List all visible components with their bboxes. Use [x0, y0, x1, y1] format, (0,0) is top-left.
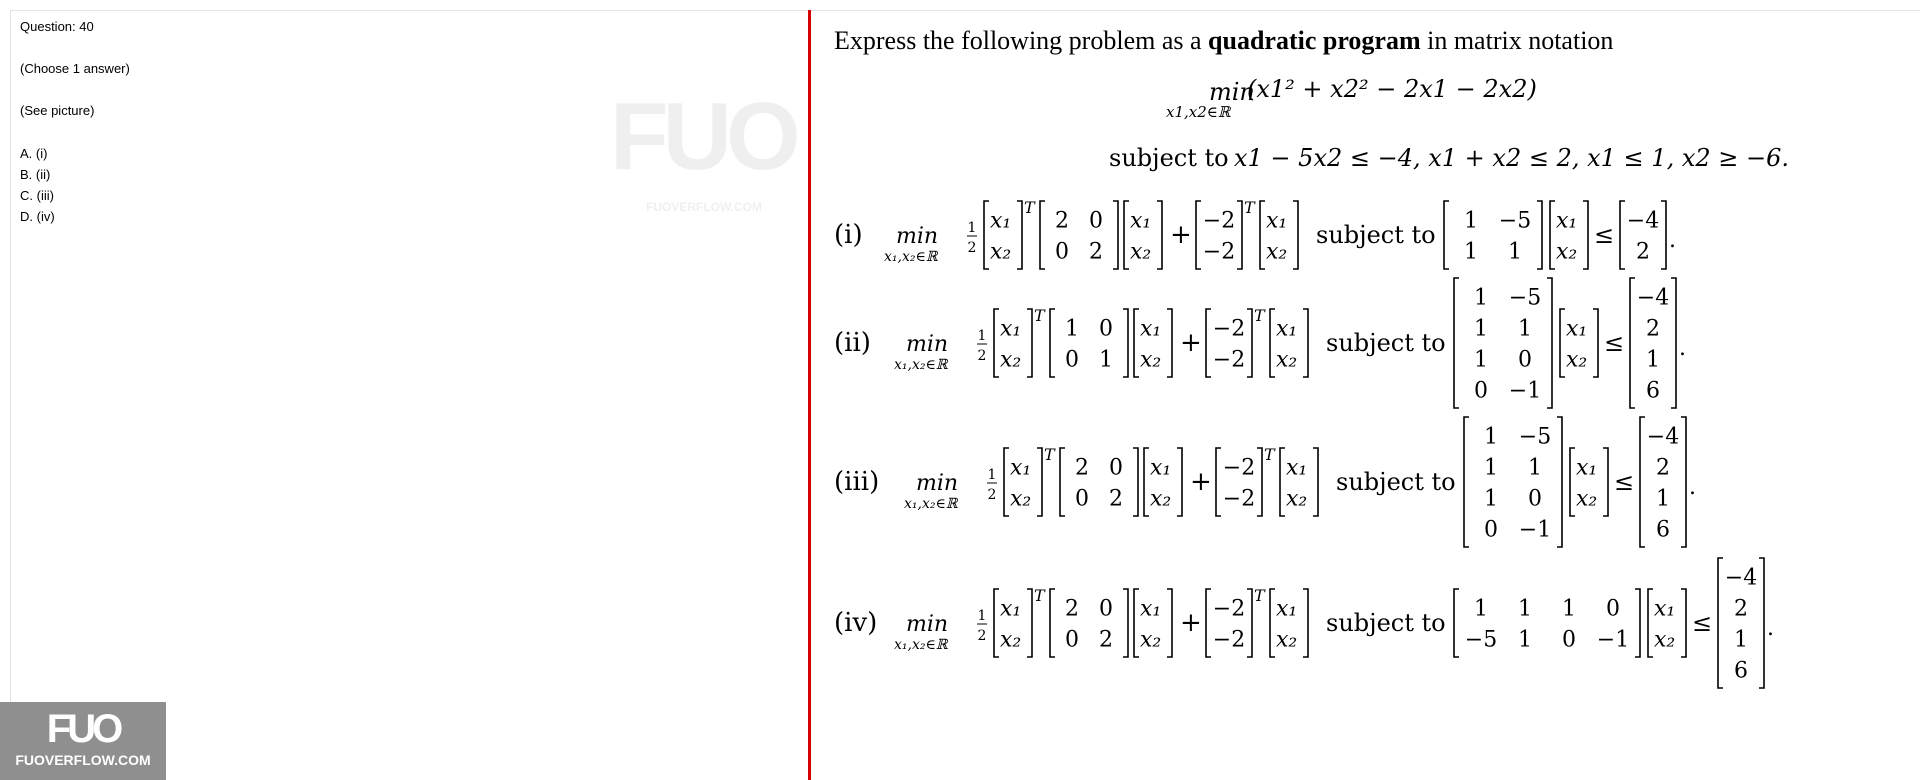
transpose-mark: T — [1024, 198, 1035, 217]
heading-tail: in matrix notation — [1420, 26, 1614, 55]
a-matrix-entry: 1 — [1484, 455, 1498, 481]
b-vector-entry: 2 — [1656, 455, 1670, 481]
x-vector-x2: x₂ — [1276, 627, 1298, 653]
period: . — [1669, 228, 1676, 253]
answer-option-b[interactable]: B. (ii) — [20, 167, 51, 182]
answer-options — [834, 198, 1774, 688]
c-vector-entry: −2 — [1212, 627, 1246, 653]
x-vector-x1: x₁ — [1556, 208, 1578, 234]
q-matrix-left-bracket — [1050, 589, 1055, 657]
x-vector-x2: x₂ — [1576, 486, 1598, 512]
c-vector-right-bracket — [1237, 201, 1242, 269]
q-matrix-right-bracket — [1133, 448, 1138, 516]
q-matrix-entry: 1 — [1099, 347, 1113, 373]
x-vector-x1: x₁ — [1286, 455, 1308, 481]
c-vector-entry: −2 — [1202, 208, 1236, 234]
x-vector-right-bracket — [1681, 589, 1686, 657]
x-vector-left-bracket — [1144, 448, 1149, 516]
a-matrix-entry: −5 — [1508, 285, 1542, 311]
x-vector-left-bracket — [1648, 589, 1653, 657]
half-denominator: 2 — [967, 240, 977, 256]
b-vector-right-bracket — [1661, 201, 1666, 269]
b-vector-entry: −4 — [1724, 565, 1758, 591]
b-vector-entry: −4 — [1626, 208, 1660, 234]
half-numerator: 1 — [977, 328, 987, 344]
option-subject-to: subject to — [1316, 221, 1436, 249]
x-vector-left-bracket — [1124, 201, 1129, 269]
q-matrix-entry: 1 — [1065, 316, 1079, 342]
leq-sign: ≤ — [1604, 329, 1625, 357]
q-matrix-left-bracket — [1050, 309, 1055, 377]
x-vector-left-bracket — [1550, 201, 1555, 269]
x-vector-x1: x₁ — [1566, 316, 1588, 342]
b-vector-entry: 6 — [1734, 658, 1748, 684]
x-vector-right-bracket — [1303, 589, 1308, 657]
x-vector-left-bracket — [1560, 309, 1565, 377]
x-vector-transposed-right-bracket — [1017, 201, 1022, 269]
x-vector-transposed-x1: x₁ — [1000, 596, 1022, 622]
x-vector-transposed-left-bracket — [984, 201, 989, 269]
a-matrix-entry: 1 — [1508, 239, 1522, 265]
b-vector-left-bracket — [1620, 201, 1625, 269]
b-vector-right-bracket — [1759, 558, 1764, 688]
q-matrix-entry: 2 — [1055, 208, 1069, 234]
q-matrix-entry: 2 — [1109, 486, 1123, 512]
option-min: min — [896, 224, 939, 249]
a-matrix-entry: 0 — [1528, 486, 1542, 512]
b-vector-right-bracket — [1681, 417, 1686, 547]
half-numerator: 1 — [987, 467, 997, 483]
see-picture-hint: (See picture) — [20, 103, 95, 118]
x-vector-right-bracket — [1303, 309, 1308, 377]
c-vector-entry: −2 — [1202, 239, 1236, 265]
q-matrix-entry: 2 — [1075, 455, 1089, 481]
transpose-mark: T — [1244, 198, 1255, 217]
q-matrix-entry: 2 — [1099, 627, 1113, 653]
a-matrix-right-bracket — [1557, 417, 1562, 547]
option-min: min — [906, 332, 949, 357]
a-matrix-entry: 1 — [1474, 316, 1488, 342]
a-matrix-right-bracket — [1635, 589, 1640, 657]
half-denominator: 2 — [977, 348, 987, 364]
x-vector-transposed-x2: x₂ — [990, 239, 1012, 265]
watermark-text: FUOVERFLOW.COM — [646, 200, 762, 214]
a-matrix-entry: −5 — [1518, 424, 1552, 450]
transpose-mark: T — [1254, 306, 1265, 325]
x-vector-right-bracket — [1593, 309, 1598, 377]
option-label: (ii) — [834, 328, 871, 358]
period: . — [1689, 475, 1696, 500]
option-min: min — [916, 471, 959, 496]
plus-sign: + — [1180, 608, 1202, 638]
x-vector-x1: x₁ — [1130, 208, 1152, 234]
x-vector-transposed-x1: x₁ — [1010, 455, 1032, 481]
a-matrix-entry: 0 — [1562, 627, 1576, 653]
footer-logo-mark: FUO — [46, 707, 120, 751]
panel-divider — [808, 10, 811, 780]
x-vector-transposed-left-bracket — [994, 309, 999, 377]
choose-hint: (Choose 1 answer) — [20, 61, 130, 76]
x-vector-left-bracket — [1134, 589, 1139, 657]
heading-bold: quadratic program — [1208, 26, 1421, 55]
option-min-subscript: x₁,x₂∈ℝ — [904, 496, 958, 512]
plus-sign: + — [1170, 220, 1192, 250]
x-vector-left-bracket — [1570, 448, 1575, 516]
c-vector-left-bracket — [1206, 309, 1211, 377]
objective-min: min — [1209, 78, 1255, 106]
heading-text: Express the following problem as a — [834, 26, 1209, 55]
q-matrix-entry: 0 — [1099, 316, 1113, 342]
x-vector-transposed-x1: x₁ — [990, 208, 1012, 234]
b-vector-entry: 2 — [1646, 316, 1660, 342]
x-vector-transposed-x2: x₂ — [1000, 347, 1022, 373]
a-matrix-left-bracket — [1444, 201, 1449, 269]
x-vector-x2: x₂ — [1140, 627, 1162, 653]
answer-option-d[interactable]: D. (iv) — [20, 209, 55, 224]
option-label: (iii) — [834, 467, 880, 497]
x-vector-transposed-left-bracket — [994, 589, 999, 657]
footer-logo — [0, 702, 166, 780]
x-vector-transposed-x2: x₂ — [1000, 627, 1022, 653]
leq-sign: ≤ — [1692, 609, 1713, 637]
c-vector-left-bracket — [1206, 589, 1211, 657]
q-matrix-entry: 0 — [1065, 627, 1079, 653]
x-vector-x2: x₂ — [1140, 347, 1162, 373]
a-matrix-entry: −1 — [1508, 378, 1542, 404]
x-vector-x1: x₁ — [1576, 455, 1598, 481]
c-vector-entry: −2 — [1222, 455, 1256, 481]
half-denominator: 2 — [987, 487, 997, 503]
a-matrix-left-bracket — [1464, 417, 1469, 547]
math-formulas — [834, 60, 1914, 700]
b-vector-entry: 1 — [1734, 627, 1748, 653]
option-min-subscript: x₁,x₂∈ℝ — [894, 357, 948, 373]
x-vector-transposed-x1: x₁ — [1000, 316, 1022, 342]
c-vector-entry: −2 — [1212, 596, 1246, 622]
b-vector-left-bracket — [1718, 558, 1723, 688]
option-subject-to: subject to — [1326, 609, 1446, 637]
x-vector-right-bracket — [1167, 589, 1172, 657]
q-matrix-entry: 2 — [1065, 596, 1079, 622]
b-vector-entry: 2 — [1636, 239, 1650, 265]
plus-sign: + — [1180, 328, 1202, 358]
watermark-logo: FUO — [610, 83, 795, 190]
b-vector-entry: −4 — [1646, 424, 1680, 450]
x-vector-x1: x₁ — [1276, 596, 1298, 622]
q-matrix-entry: 0 — [1075, 486, 1089, 512]
x-vector-x2: x₂ — [1150, 486, 1172, 512]
x-vector-right-bracket — [1603, 448, 1608, 516]
x-vector-left-bracket — [1260, 201, 1265, 269]
x-vector-x1: x₁ — [1654, 596, 1676, 622]
transpose-mark: T — [1044, 445, 1055, 464]
transpose-mark: T — [1034, 586, 1045, 605]
constraints-expression: x1 − 5x2 ≤ −4, x1 + x2 ≤ 2, x1 ≤ 1, x2 ≥ −6. — [1234, 144, 1789, 172]
plus-sign: + — [1190, 467, 1212, 497]
a-matrix-entry: −1 — [1596, 627, 1630, 653]
a-matrix-entry: 1 — [1464, 239, 1478, 265]
period: . — [1679, 336, 1686, 361]
a-matrix-entry: 0 — [1606, 596, 1620, 622]
half-numerator: 1 — [977, 608, 987, 624]
leq-sign: ≤ — [1614, 468, 1635, 496]
problem-image — [834, 0, 1914, 780]
x-vector-x1: x₁ — [1140, 596, 1162, 622]
a-matrix-entry: −5 — [1498, 208, 1532, 234]
a-matrix-entry: 0 — [1484, 517, 1498, 543]
b-vector-entry: 6 — [1646, 378, 1660, 404]
option-min: min — [906, 612, 949, 637]
a-matrix-entry: 0 — [1474, 378, 1488, 404]
b-vector-entry: 2 — [1734, 596, 1748, 622]
objective-expression: (x1² + x2² − 2x1 − 2x2) — [1247, 75, 1537, 103]
x-vector-x2: x₂ — [1556, 239, 1578, 265]
option-subject-to: subject to — [1336, 468, 1456, 496]
b-vector-left-bracket — [1630, 278, 1635, 408]
a-matrix-entry: 1 — [1484, 424, 1498, 450]
transpose-mark: T — [1264, 445, 1275, 464]
x-vector-x2: x₂ — [1276, 347, 1298, 373]
c-vector-entry: −2 — [1212, 347, 1246, 373]
leq-sign: ≤ — [1594, 221, 1615, 249]
option-label: (i) — [834, 220, 863, 250]
c-vector-entry: −2 — [1212, 316, 1246, 342]
x-vector-x2: x₂ — [1654, 627, 1676, 653]
a-matrix-entry: 1 — [1474, 596, 1488, 622]
a-matrix-entry: 1 — [1474, 285, 1488, 311]
option-subject-to: subject to — [1326, 329, 1446, 357]
question-number: Question: 40 — [20, 19, 94, 34]
x-vector-transposed-right-bracket — [1027, 589, 1032, 657]
b-vector-entry: 1 — [1646, 347, 1660, 373]
x-vector-transposed-right-bracket — [1027, 309, 1032, 377]
q-matrix-entry: 2 — [1089, 239, 1103, 265]
c-vector-left-bracket — [1196, 201, 1201, 269]
q-matrix-entry: 0 — [1065, 347, 1079, 373]
a-matrix-right-bracket — [1547, 278, 1552, 408]
x-vector-right-bracket — [1177, 448, 1182, 516]
b-vector-entry: −4 — [1636, 285, 1670, 311]
x-vector-x1: x₁ — [1276, 316, 1298, 342]
q-matrix-entry: 0 — [1099, 596, 1113, 622]
x-vector-x1: x₁ — [1140, 316, 1162, 342]
b-vector-right-bracket — [1671, 278, 1676, 408]
transpose-mark: T — [1254, 586, 1265, 605]
x-vector-left-bracket — [1270, 589, 1275, 657]
x-vector-left-bracket — [1134, 309, 1139, 377]
q-matrix-left-bracket — [1040, 201, 1045, 269]
a-matrix-entry: 1 — [1474, 347, 1488, 373]
a-matrix-entry: 1 — [1518, 596, 1532, 622]
watermark — [610, 82, 795, 214]
q-matrix-right-bracket — [1113, 201, 1118, 269]
c-vector-right-bracket — [1247, 589, 1252, 657]
answer-option-a[interactable]: A. (i) — [20, 146, 48, 161]
option-label: (iv) — [834, 608, 878, 638]
footer-logo-text: FUOVERFLOW.COM — [15, 752, 151, 768]
q-matrix-left-bracket — [1060, 448, 1065, 516]
a-matrix-entry: 1 — [1518, 316, 1532, 342]
a-matrix-entry: 1 — [1562, 596, 1576, 622]
a-matrix-entry: 1 — [1528, 455, 1542, 481]
x-vector-right-bracket — [1313, 448, 1318, 516]
c-vector-left-bracket — [1216, 448, 1221, 516]
a-matrix-left-bracket — [1454, 278, 1459, 408]
x-vector-transposed-right-bracket — [1037, 448, 1042, 516]
x-vector-left-bracket — [1270, 309, 1275, 377]
option-min-subscript: x₁,x₂∈ℝ — [894, 637, 948, 653]
x-vector-right-bracket — [1293, 201, 1298, 269]
a-matrix-entry: −5 — [1464, 627, 1498, 653]
q-matrix-entry: 0 — [1089, 208, 1103, 234]
q-matrix-entry: 0 — [1109, 455, 1123, 481]
transpose-mark: T — [1034, 306, 1045, 325]
q-matrix-right-bracket — [1123, 309, 1128, 377]
x-vector-x2: x₂ — [1266, 239, 1288, 265]
a-matrix-entry: 1 — [1464, 208, 1478, 234]
b-vector-entry: 1 — [1656, 486, 1670, 512]
option-min-subscript: x₁,x₂∈ℝ — [884, 249, 938, 265]
b-vector-left-bracket — [1640, 417, 1645, 547]
answer-option-c[interactable]: C. (iii) — [20, 188, 54, 203]
x-vector-right-bracket — [1167, 309, 1172, 377]
period: . — [1767, 616, 1774, 641]
a-matrix-entry: 1 — [1484, 486, 1498, 512]
x-vector-x1: x₁ — [1266, 208, 1288, 234]
c-vector-right-bracket — [1247, 309, 1252, 377]
b-vector-entry: 6 — [1656, 517, 1670, 543]
problem-heading — [834, 26, 1613, 56]
a-matrix-entry: 0 — [1518, 347, 1532, 373]
x-vector-transposed-left-bracket — [1004, 448, 1009, 516]
half-denominator: 2 — [977, 628, 987, 644]
objective-subscript: x1,x2∈ℝ — [1166, 103, 1231, 121]
a-matrix-right-bracket — [1537, 201, 1542, 269]
x-vector-left-bracket — [1280, 448, 1285, 516]
x-vector-right-bracket — [1157, 201, 1162, 269]
x-vector-transposed-x2: x₂ — [1010, 486, 1032, 512]
x-vector-x2: x₂ — [1566, 347, 1588, 373]
a-matrix-entry: −1 — [1518, 517, 1552, 543]
c-vector-right-bracket — [1257, 448, 1262, 516]
half-numerator: 1 — [967, 220, 977, 236]
q-matrix-entry: 0 — [1055, 239, 1069, 265]
c-vector-entry: −2 — [1222, 486, 1256, 512]
x-vector-x2: x₂ — [1130, 239, 1152, 265]
constraints-label: subject to — [1109, 144, 1229, 172]
a-matrix-left-bracket — [1454, 589, 1459, 657]
x-vector-x1: x₁ — [1150, 455, 1172, 481]
x-vector-right-bracket — [1583, 201, 1588, 269]
x-vector-x2: x₂ — [1286, 486, 1308, 512]
q-matrix-right-bracket — [1123, 589, 1128, 657]
a-matrix-entry: 1 — [1518, 627, 1532, 653]
